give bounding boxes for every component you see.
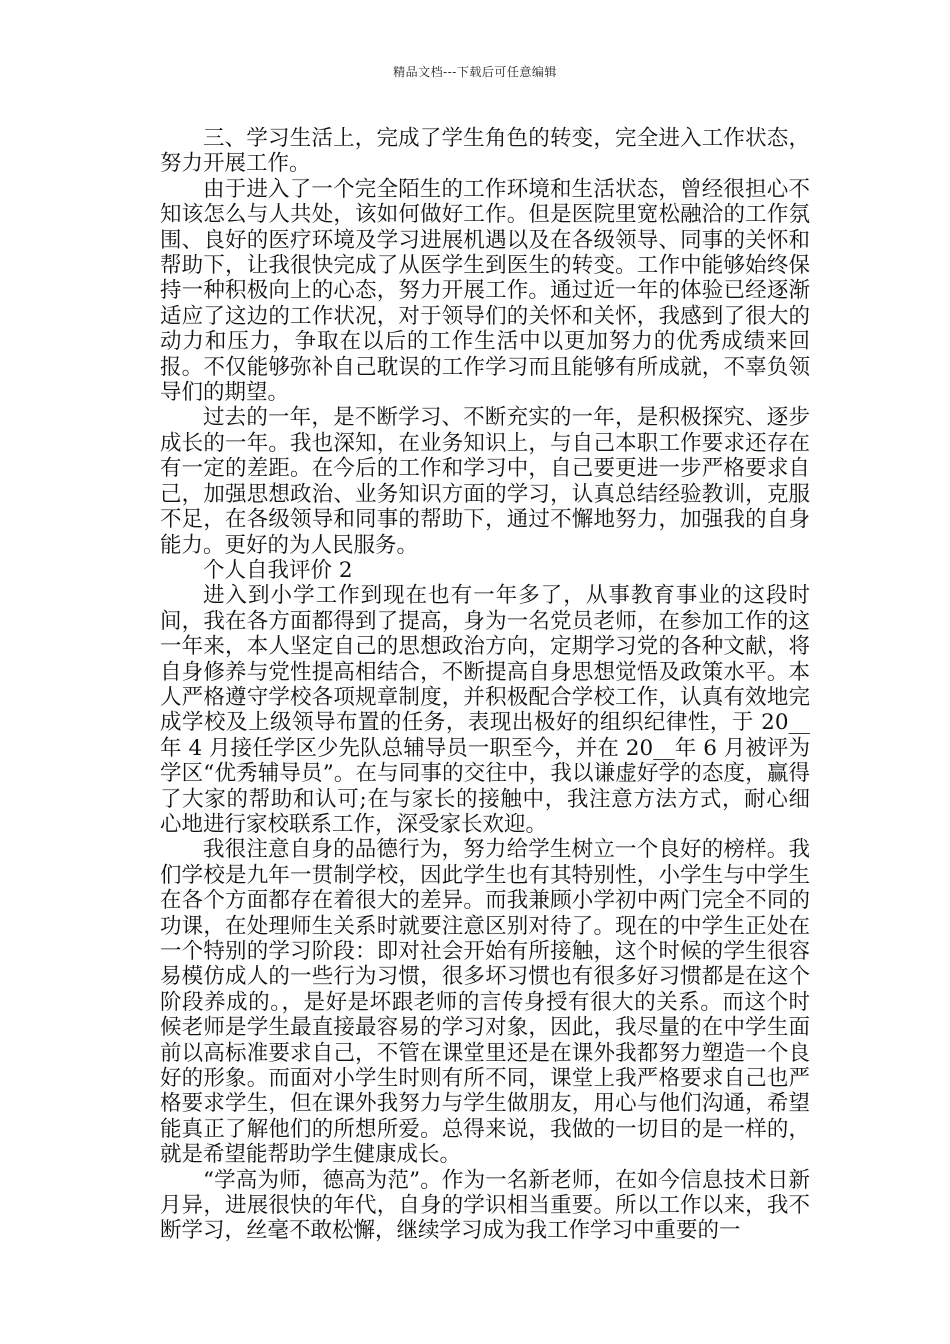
paragraph-continuous-learning: “学高为师，德高为范”。作为一名新老师，在如今信息技术日新月异，进展很快的年代，自身的学识相当重要。所以工作以来，我不断学习，丝毫不敢松懈，继续学习成为我工作学习中重要的一 bbox=[160, 1167, 810, 1244]
paragraph-past-year: 过去的一年，是不断学习、不断充实的一年，是积极探究、逐步成长的一年。我也深知，在业务知识上，与自己本职工作要求还存在有一定的差距。在今后的工作和学习中，自己要更进一步严格要求自己，加强思想政治、业务知识方面的学习，认真总结经验教训，克服不足，在各级领导和同事的帮助下，通过不懈地努力，加强我的自身能力。更好的为人民服务。 bbox=[160, 405, 810, 558]
paragraph-primary-school-work: 进入到小学工作到现在也有一年多了，从事教育事业的这段时间，我在各方面都得到了提高，身为一名党员老师，在参加工作的这一年来，本人坚定自己的思想政治方向，定期学习党的各种文献，将自身修养与党性提高相结合，不断提高自身思想觉悟及政策水平。本人严格遵守学校各项规章制度，并积极配合学校工作，认真有效地完成学校及上级领导布置的任务，表现出极好的组织纪律性，于 20__年 4 月接任学区少先队总辅导员一职至今，并在 20__年 6 月被评为学区“优秀辅导员”。在与同事的交往中，我以谦虚好学的态度，赢得了大家的帮助和认可;在与家长的接触中，我注意方法方式，耐心细心地进行家校联系工作，深受家长欢迎。 bbox=[160, 583, 810, 837]
paragraph-work-environment: 由于进入了一个完全陌生的工作环境和生活状态，曾经很担心不知该怎么与人共处，该如何做好工作。但是医院里宽松融洽的工作氛围、良好的医疗环境及学习进展机遇以及在各级领导、同事的关怀和帮助下，让我很快完成了从医学生到医生的转变。工作中能够始终保持一种积极向上的心态，努力开展工作。通过近一年的体验已经逐渐适应了这边的工作状况，对于领导们的关怀和关怀，我感到了很大的动力和压力，争取在以后的工作生活中以更加努力的优秀成绩来回报。不仅能够弥补自己耽误的工作学习而且能够有所成就，不辜负领导们的期望。 bbox=[160, 176, 810, 406]
section-heading: 个人自我评价 2 bbox=[203, 557, 353, 583]
page-header: 精品文档---下载后可任意编辑 bbox=[393, 65, 557, 79]
paragraph-study-life: 三、学习生活上，完成了学生角色的转变，完全进入工作状态，努力开展工作。 bbox=[160, 126, 810, 177]
paragraph-moral-conduct: 我很注意自身的品德行为，努力给学生树立一个良好的榜样。我们学校是九年一贯制学校，因此学生也有其特别性，小学生与中学生在各个方面都存在着很大的差异。而我兼顾小学初中两门完全不同的功课，在处理师生关系时就要注意区别对待了。现在的中学生正处在一个特别的学习阶段：即对社会开始有所接触，这个时候的学生很容易模仿成人的一些行为习惯，很多坏习惯也有很多好习惯都是在这个阶段养成的。，是好是坏跟老师的言传身授有很大的关系。而这个时候老师是学生最直接最容易的学习对象，因此，我尽量的在中学生面前以高标准要求自己，不管在课堂里还是在课外我都努力塑造一个良好的形象。而面对小学生时则有所不同，课堂上我严格要求自己也严格要求学生，但在课外我努力与学生做朋友，用心与他们沟通，希望能真正了解他们的所想所爱。总得来说，我做的一切目的是一样的，就是希望能帮助学生健康成长。 bbox=[160, 837, 810, 1168]
document-body bbox=[160, 126, 810, 1244]
